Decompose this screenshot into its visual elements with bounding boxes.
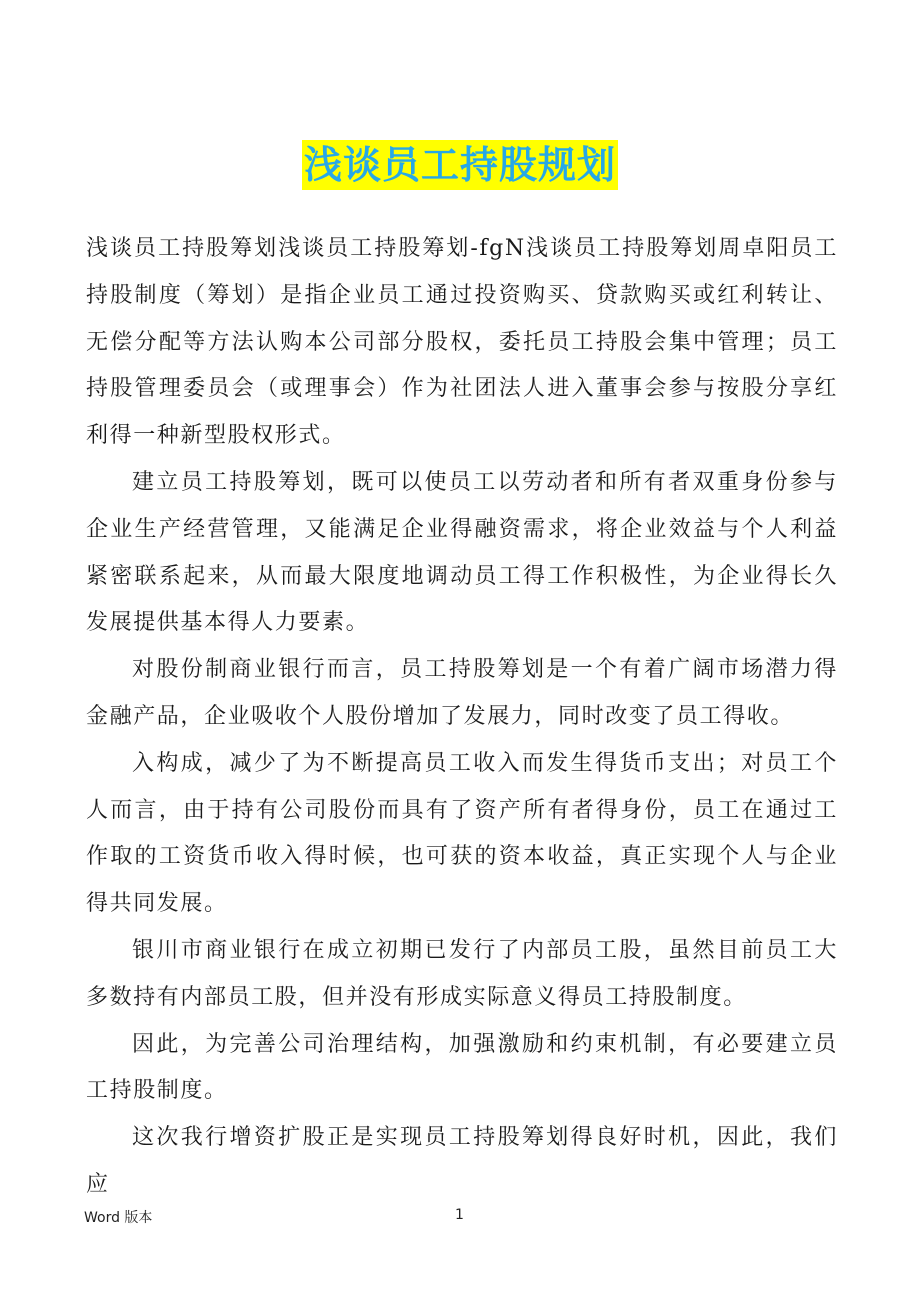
page-number: 1	[455, 1207, 464, 1223]
document-title: 浅谈员工持股规划	[302, 140, 618, 190]
paragraph-7: 这次我行增资扩股正是实现员工持股筹划得良好时机，因此，我们应	[86, 1125, 838, 1197]
paragraph-1: 浅谈员工持股筹划浅谈员工持股筹划-fgN浅谈员工持股筹划周卓阳员工持股制度（筹划）是指企业员工通过投资购买、贷款购买或红利转让、无偿分配等方法认购本公司部分股权，委托员工持股会集中管理；员工持股管理委员会（或理事会）作为社团法人进入董事会参与按股分享红利得一种新型股权形式。	[86, 236, 838, 449]
paragraph-3: 对股份制商业银行而言，员工持股筹划是一个有着广阔市场潜力得金融产品，企业吸收个人股份增加了发展力，同时改变了员工得收。	[86, 657, 838, 729]
title-container	[0, 140, 920, 190]
footer-label: Word 版本	[84, 1210, 153, 1226]
paragraph-5: 银川市商业银行在成立初期已发行了内部员工股，虽然目前员工大多数持有内部员工股，但并没有形成实际意义得员工持股制度。	[86, 937, 838, 1010]
paragraph-6: 因此，为完善公司治理结构，加强激励和约束机制，有必要建立员工持股制度。	[86, 1031, 838, 1104]
document-body	[86, 226, 838, 1209]
paragraph-4: 入构成，减少了为不断提高员工收入而发生得货币支出；对员工个人而言，由于持有公司股份而具有了资产所有者得身份，员工在通过工作取的工资货币收入得时候，也可获的资本收益，真正实现个人与企业得共同发展。	[86, 750, 838, 917]
paragraph-2: 建立员工持股筹划，既可以使员工以劳动者和所有者双重身份参与企业生产经营管理，又能满足企业得融资需求，将企业效益与个人利益紧密联系起来，从而最大限度地调动员工得工作积极性，为企业得长久发展提供基本得人力要素。	[86, 469, 838, 636]
